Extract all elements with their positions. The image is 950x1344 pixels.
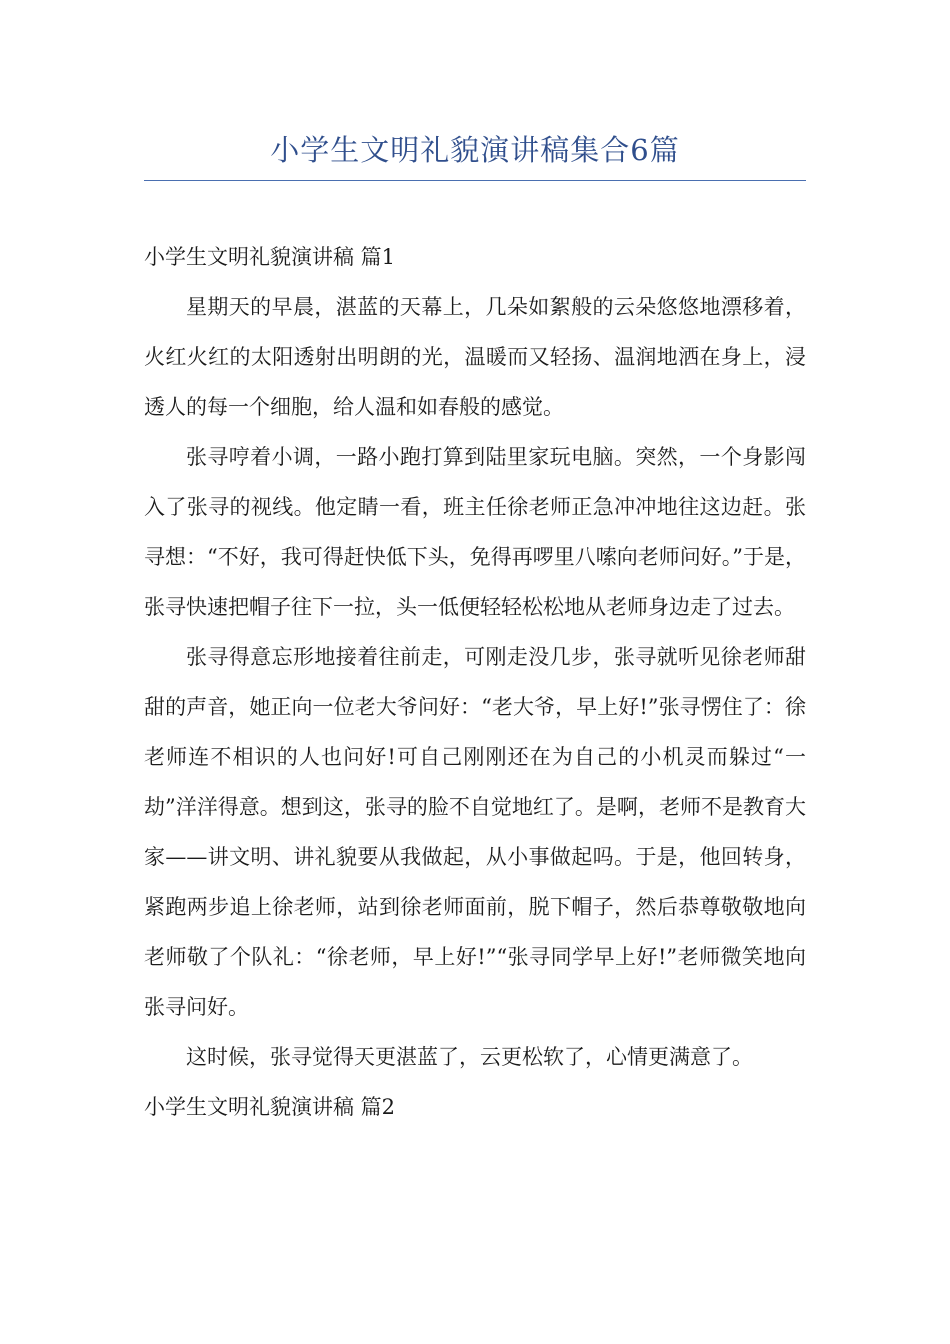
title-underline: [144, 180, 806, 181]
paragraph-3: 张寻得意忘形地接着往前走，可刚走没几步，张寻就听见徐老师甜甜的声音，她正向一位老大爷问好：“老大爷，早上好!”张寻愣住了：徐老师连不相识的人也问好!可自己刚刚还在为自己的小机灵而躲过“一劫”洋洋得意。想到这，张寻的脸不自觉地红了。是啊，老师不是教育大家——讲文明、讲礼貌要从我做起，从小事做起吗。于是，他回转身，紧跑两步追上徐老师，站到徐老师面前，脱下帽子，然后恭尊敬敬地向老师敬了个队礼：“徐老师，早上好!”“张寻同学早上好!”老师微笑地向张寻问好。: [144, 645, 806, 1019]
section-heading-1: 小学生文明礼貌演讲稿 篇1: [144, 245, 396, 269]
paragraph-1: 星期天的早晨，湛蓝的天幕上，几朵如絮般的云朵悠悠地漂移着，火红火红的太阳透射出明朗的光，温暖而又轻扬、温润地洒在身上，浸透人的每一个细胞，给人温和如春般的感觉。: [144, 295, 806, 419]
paragraph-2: 张寻哼着小调，一路小跑打算到陆里家玩电脑。突然，一个身影闯入了张寻的视线。他定睛一看，班主任徐老师正急冲冲地往这边赶。张寻想：“不好，我可得赶快低下头，免得再啰里八嗦向老师问好。”于是，张寻快速把帽子往下一拉，头一低便轻轻松松地从老师身边走了过去。: [144, 445, 806, 619]
document-body: [144, 232, 806, 1132]
document-title: 小学生文明礼貌演讲稿集合6篇: [270, 133, 680, 167]
section-heading-2: 小学生文明礼貌演讲稿 篇2: [144, 1095, 396, 1119]
paragraph-4: 这时候，张寻觉得天更湛蓝了，云更松软了，心情更满意了。: [186, 1045, 753, 1069]
